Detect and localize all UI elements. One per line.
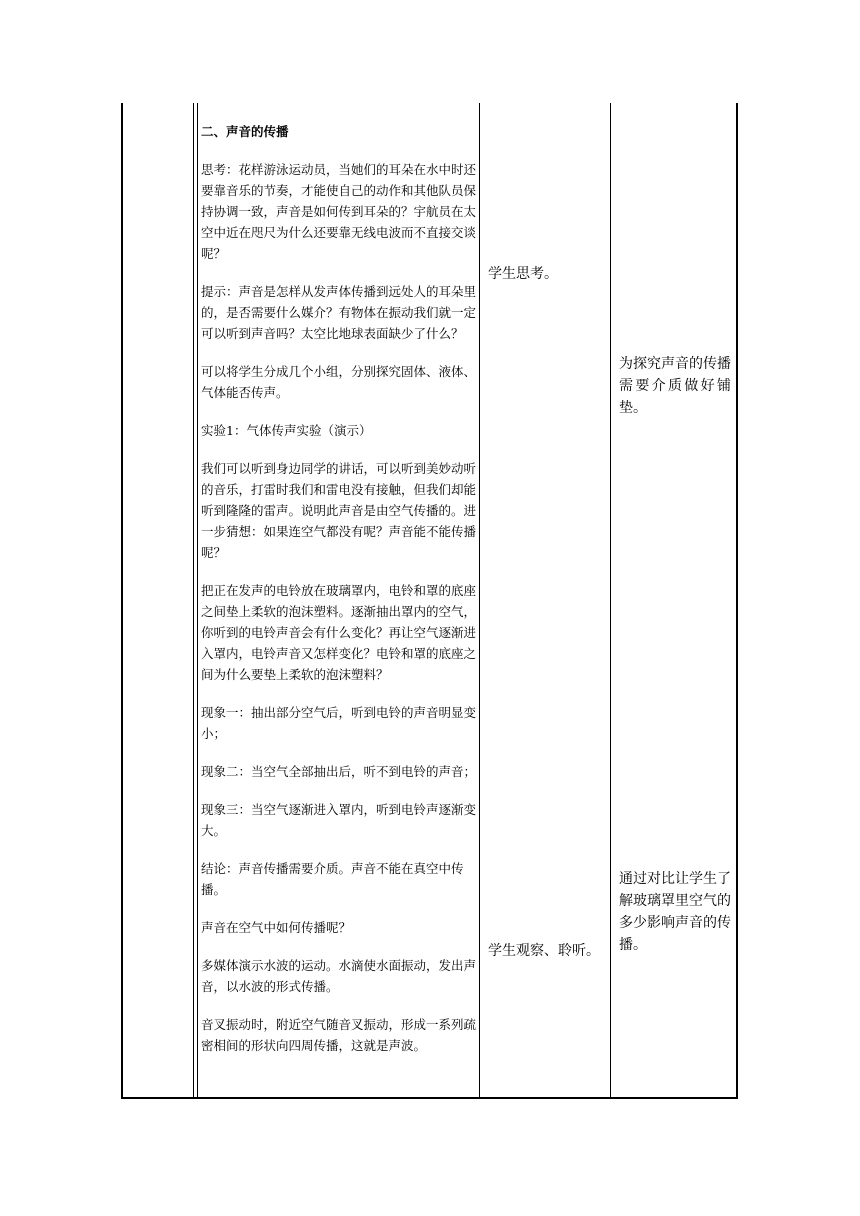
section-heading: 二、声音的传播 — [201, 124, 289, 139]
paragraph-hint: 提示：声音是怎样从发声体传播到远处人的耳朵里的，是否需要什么媒介？有物体在振动我们就一定可以听到声音吗？太空比地球表面缺少了什么？ — [201, 284, 477, 341]
paragraph-phenomenon-3: 现象三：当空气逐渐进入罩内，听到电铃声逐渐变大。 — [201, 802, 477, 838]
paragraph-bell-jar: 把正在发声的电铃放在玻璃罩内，电铃和罩的底座之间垫上柔软的泡沫塑料。逐渐抽出罩内的空气，你听到的电铃声音会有什么变化？再让空气逐渐进入罩内，电铃声音又怎样变化？电铃和罩的底座之间为什么要垫上柔软的泡沫塑料？ — [201, 583, 477, 682]
design-intent-first: 为探究声音的传播需要介质做好铺垫。 — [619, 356, 731, 416]
paragraph-experiment-title: 实验1：气体传声实验（演示） — [201, 423, 372, 438]
student-activity-observe: 学生观察、聆听。 — [488, 943, 600, 959]
table-border-right — [736, 103, 738, 1097]
paragraph-think: 思考：花样游泳运动员，当她们的耳朵在水中时还要靠音乐的节奏，才能使自己的动作和其他队员保持协调一致，声音是如何传到耳朵的？宇航员在太空中近在咫尺为什么还要靠无线电波而不直接交谈呢？ — [201, 162, 477, 261]
lesson-plan-table — [121, 103, 738, 1099]
design-intent-second: 通过对比让学生了解玻璃罩里空气的多少影响声音的传播。 — [619, 871, 731, 953]
paragraph-thunder: 我们可以听到身边同学的讲话，可以听到美妙动听的音乐，打雷时我们和雷电没有接触，但我们却能听到隆隆的雷声。说明此声音是由空气传播的。进一步猜想：如果连空气都没有呢？声音能不能传播呢？ — [201, 461, 477, 560]
table-border-left — [121, 103, 123, 1097]
teaching-content-column — [201, 103, 481, 1073]
column-divider-4 — [610, 103, 611, 1097]
paragraph-water-wave: 多媒体演示水波的运动。水滴使水面振动，发出声音，以水波的形式传播。 — [201, 958, 477, 994]
column-divider-1 — [193, 103, 194, 1097]
paragraph-conclusion: 结论：声音传播需要介质。声音不能在真空中传播。 — [201, 861, 464, 897]
column-divider-2 — [197, 103, 198, 1097]
paragraph-phenomenon-1: 现象一：抽出部分空气后，听到电铃的声音明显变小； — [201, 705, 477, 741]
paragraph-sound-wave: 音叉振动时，附近空气随音叉振动，形成一系列疏密相间的形状向四周传播，这就是声波。 — [201, 1017, 477, 1053]
paragraph-groups: 可以将学生分成几个小组，分别探究固体、液体、气体能否传声。 — [201, 364, 477, 400]
student-activity-think: 学生思考。 — [488, 266, 558, 282]
paragraph-phenomenon-2: 现象二：当空气全部抽出后，听不到电铃的声音； — [201, 764, 477, 779]
paragraph-question: 声音在空气中如何传播呢？ — [201, 920, 352, 935]
